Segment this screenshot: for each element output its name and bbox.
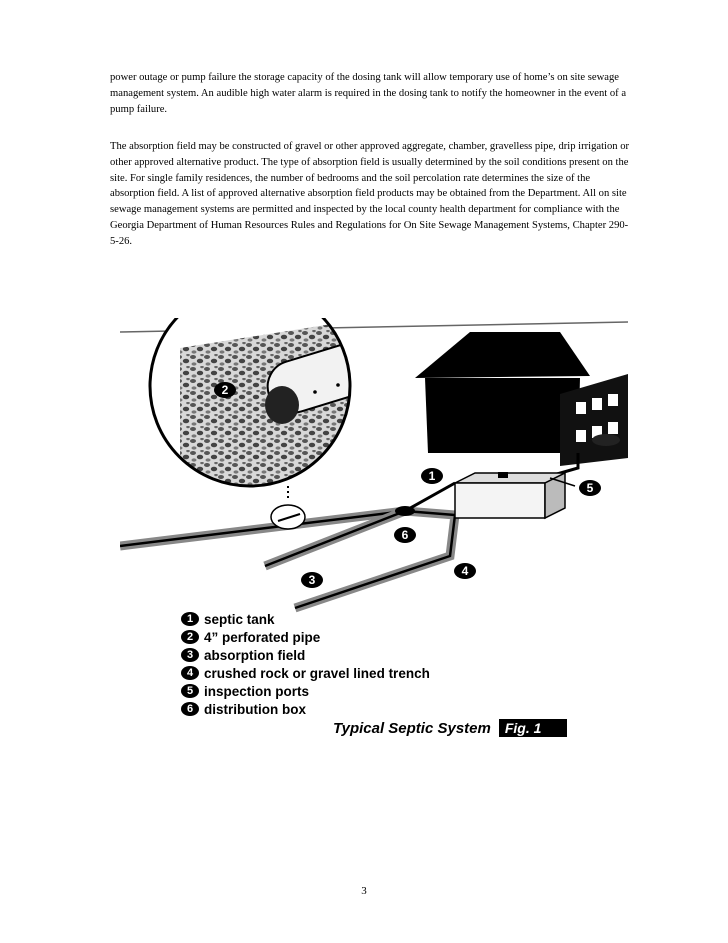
legend-label: inspection ports — [204, 683, 310, 699]
legend-item — [181, 646, 305, 664]
svg-text:1: 1 — [428, 469, 436, 483]
svg-text:6: 6 — [401, 528, 409, 542]
marker-3 — [301, 572, 323, 588]
marker-6 — [394, 527, 416, 543]
legend-label: septic tank — [204, 611, 275, 627]
marker-4 — [454, 563, 476, 579]
legend-label: crushed rock or gravel lined trench — [204, 665, 430, 681]
paragraph-absorption-field: The absorption field may be constructed of gravel or other approved aggregate, chamber, gravelless pipe, drip irrigation or other approved alternative product. The type of absorption field is usually determined by the soil conditions present on the site. For single family residences, the number of bedrooms and the soil percolation rate determines the size of the absorption field. A list of approved alternative absorption field products may be obtained from the Department. All on site sewage management systems are permitted and inspected by the local county health department for compliance with the Georgia Department of Human Resources Rules and Regulations for On Site Sewage Management Systems, Chapter 290-5-26. — [110, 141, 630, 247]
legend-label: distribution box — [204, 701, 306, 717]
figure-caption — [333, 717, 567, 739]
legend-number: 4 — [181, 666, 199, 680]
marker-5 — [579, 480, 601, 496]
legend-item — [181, 682, 309, 700]
paragraph-dosing-tank: power outage or pump failure the storage capacity of the dosing tank will allow temporary use of home’s on site sewage management system. An audible high water alarm is required in the dosing tank to notify the homeowner in the event of a pump failure. — [110, 72, 627, 115]
house-illustration — [415, 332, 628, 476]
legend-item — [181, 700, 306, 718]
svg-text:2: 2 — [221, 383, 229, 397]
legend-label: 4” perforated pipe — [204, 629, 321, 645]
legend-number: 2 — [181, 630, 199, 644]
distribution-box — [395, 506, 415, 516]
legend-number: 6 — [181, 702, 199, 716]
magnified-pipe-detail — [150, 318, 391, 498]
legend-number: 5 — [181, 684, 199, 698]
legend-item — [181, 664, 430, 682]
marker-2 — [214, 382, 236, 398]
absorption-trenches — [120, 483, 455, 608]
svg-text:4: 4 — [461, 564, 469, 578]
septic-tank-illustration — [455, 472, 565, 518]
figure-number-label: Fig. 1 — [499, 719, 567, 737]
svg-text:5: 5 — [586, 481, 594, 495]
marker-1 — [421, 468, 443, 484]
legend-label: absorption field — [204, 647, 306, 663]
page-number: 3 — [361, 885, 367, 897]
legend-item — [181, 628, 320, 646]
caption-title: Typical Septic System — [333, 719, 491, 737]
legend-item — [181, 610, 275, 628]
legend-number: 1 — [181, 612, 199, 626]
svg-text:3: 3 — [308, 573, 316, 587]
legend-number: 3 — [181, 648, 199, 662]
